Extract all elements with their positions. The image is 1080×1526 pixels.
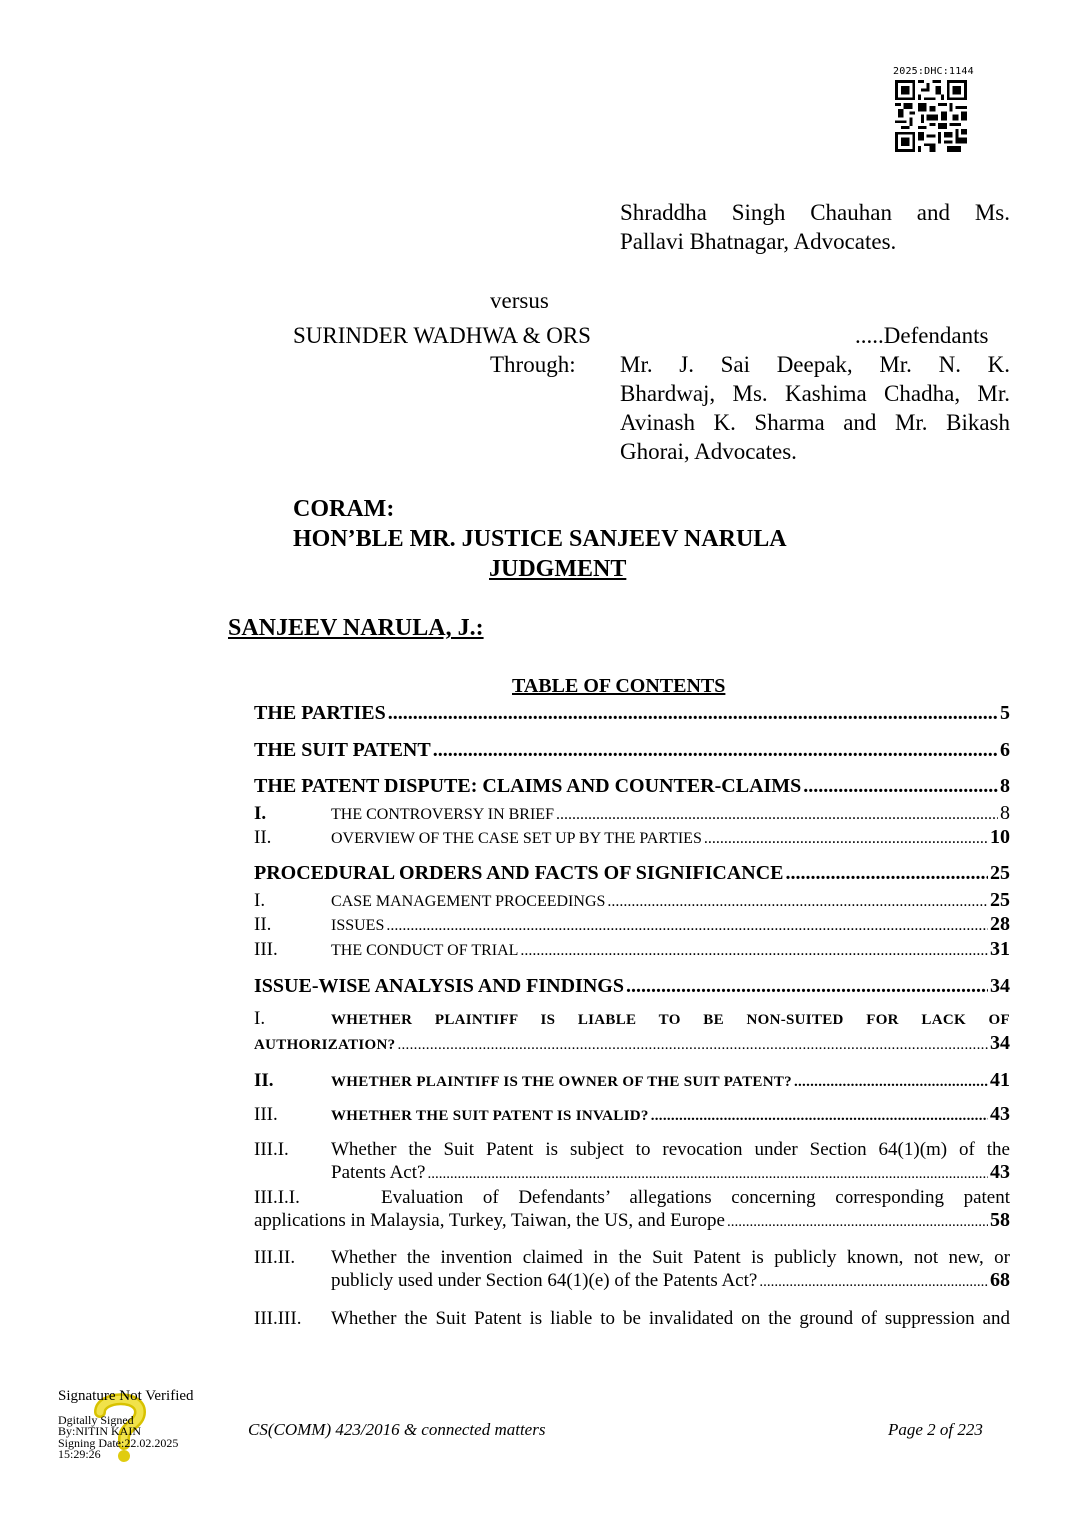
toc-item-title-line-1: Whether the Suit Patent is liable to be invalidated on the ground of suppression and (331, 1308, 1010, 1329)
toc-item-title: THE CONDUCT OF TRIAL (331, 942, 519, 959)
toc-item-page: 58 (990, 1209, 1010, 1231)
toc-item-issues[interactable] (254, 913, 1010, 936)
toc-item-page: 8 (1000, 802, 1010, 824)
through-label: Through: (490, 352, 576, 377)
toc-item-page: 43 (990, 1161, 1010, 1183)
signature-signer: By:NITIN KAIN (58, 1424, 141, 1438)
toc-item-title-line-2: Patents Act? (331, 1162, 426, 1183)
toc-item-title-line-1: Whether the invention claimed in the Suit Patent is publicly known, not new, or (331, 1247, 1010, 1268)
toc-item-title-line-1: Evaluation of Defendants’ allegations concerning corresponding patent (381, 1187, 1010, 1208)
defendant-counsel-line-2: Bhardwaj, Ms. Kashima Chadha, Mr. (620, 381, 1010, 406)
defendant-counsel-line-4: Ghorai, Advocates. (620, 439, 797, 464)
toc-item-title: OVERVIEW OF THE CASE SET UP BY THE PARTIES (331, 830, 702, 847)
defendant-counsel-line-3: Avinash K. Sharma and Mr. Bikash (620, 410, 1010, 435)
toc-title: TABLE OF CONTENTS (512, 675, 726, 697)
toc-item-number: III. (254, 1104, 278, 1125)
toc-item-section-64-1-m[interactable] (254, 1139, 1010, 1184)
toc-item-parties[interactable] (254, 702, 1010, 725)
toc-item-page: 31 (990, 938, 1010, 960)
toc-item-page: 8 (1000, 775, 1010, 797)
toc-item-title: CASE MANAGEMENT PROCEEDINGS (331, 893, 606, 910)
signature-block (58, 1388, 228, 1468)
toc-item-title-line-1: WHETHER PLAINTIFF IS LIABLE TO BE NON-SUITED FOR LACK OF (331, 1012, 1010, 1028)
toc-item-overview[interactable] (254, 826, 1010, 849)
toc-item-number: II. (254, 1070, 274, 1091)
toc-item-suppression[interactable] (254, 1308, 1010, 1330)
coram-label: CORAM: (293, 496, 395, 522)
signature-date: Signing Date:22.02.2025 (58, 1436, 179, 1450)
toc-item-page: 34 (990, 975, 1010, 997)
signature-digitally-signed: Dgitally Signed (58, 1413, 134, 1427)
footer-case-number: CS(COMM) 423/2016 & connected matters (248, 1420, 546, 1439)
toc-item-number: III. (254, 939, 278, 960)
toc-item-analysis[interactable] (254, 975, 1010, 998)
toc-item-dispute[interactable] (254, 775, 1010, 798)
signature-time: 15:29:26 (58, 1447, 101, 1461)
judgment-heading: JUDGMENT (489, 556, 627, 582)
toc-item-title: THE CONTROVERSY IN BRIEF (331, 806, 554, 823)
toc-item-case-management[interactable] (254, 889, 1010, 912)
versus-label: versus (490, 288, 549, 313)
toc-item-page: 6 (1000, 739, 1010, 761)
toc-item-title: ISSUE-WISE ANALYSIS AND FINDINGS (254, 975, 624, 997)
toc-item-title: WHETHER THE SUIT PATENT IS INVALID? (331, 1108, 649, 1124)
toc-item-foreign-applications[interactable] (254, 1187, 1010, 1232)
toc-item-title: THE PARTIES (254, 702, 386, 724)
toc-item-number: I. (254, 803, 267, 824)
toc-item-title: THE SUIT PATENT (254, 739, 431, 761)
toc-item-title: WHETHER PLAINTIFF IS THE OWNER OF THE SUIT PATENT? (331, 1074, 792, 1090)
toc-item-title-line-2: AUTHORIZATION? (254, 1037, 396, 1053)
toc-item-page: 5 (1000, 702, 1010, 724)
toc-item-title-line-1: Whether the Suit Patent is subject to revocation under Section 64(1)(m) of the (331, 1139, 1010, 1160)
toc-item-page: 10 (990, 826, 1010, 848)
toc-item-page: 28 (990, 913, 1010, 935)
toc-item-number: II. (254, 914, 272, 935)
toc-item-procedural[interactable] (254, 862, 1010, 885)
toc-item-conduct-of-trial[interactable] (254, 938, 1010, 961)
author-heading: SANJEEV NARULA, J.: (228, 615, 484, 641)
toc-item-number: I. (254, 1008, 266, 1029)
toc-item-number: III.I.I. (254, 1187, 300, 1208)
toc-item-page: 34 (990, 1032, 1010, 1054)
toc-item-title-line-2: publicly used under Section 64(1)(e) of the Patents Act? (331, 1270, 758, 1291)
toc-item-suit-patent[interactable] (254, 739, 1010, 762)
toc-item-page: 68 (990, 1269, 1010, 1291)
toc-item-title: THE PATENT DISPUTE: CLAIMS AND COUNTER-CLAIMS (254, 775, 802, 797)
coram-judge: HON’BLE MR. JUSTICE SANJEEV NARULA (293, 526, 787, 552)
defendant-name: SURINDER WADHWA & ORS (293, 323, 591, 348)
toc-item-number: III.III. (254, 1308, 302, 1329)
toc-item-number: II. (254, 827, 272, 848)
toc-item-number: III.I. (254, 1139, 289, 1160)
toc-item-ownership[interactable] (254, 1069, 1010, 1092)
toc-item-section-64-1-e[interactable] (254, 1247, 1010, 1292)
toc-item-number: I. (254, 890, 266, 911)
toc-item-authorization[interactable] (254, 1008, 1010, 1055)
toc-item-controversy[interactable] (254, 802, 1010, 825)
toc-item-title-line-2: applications in Malaysia, Turkey, Taiwan, the US, and Europe (254, 1210, 725, 1231)
qr-code-label: 2025:DHC:1144 (893, 66, 974, 77)
defendant-role: .....Defendants (855, 323, 989, 348)
plaintiff-counsel-line-2: Pallavi Bhatnagar, Advocates. (620, 229, 897, 254)
footer-page-number: Page 2 of 223 (888, 1420, 983, 1439)
toc-item-invalidity[interactable] (254, 1103, 1010, 1126)
toc-item-number: III.II. (254, 1247, 296, 1268)
signature-status: Signature Not Verified (58, 1388, 194, 1404)
qr-code-icon (895, 80, 967, 152)
toc-item-title: PROCEDURAL ORDERS AND FACTS OF SIGNIFICANCE (254, 862, 784, 884)
toc-item-page: 25 (990, 862, 1010, 884)
toc-item-title: ISSUES (331, 917, 385, 934)
toc-item-page: 25 (990, 889, 1010, 911)
plaintiff-counsel-line-1: Shraddha Singh Chauhan and Ms. (620, 200, 1010, 225)
toc-item-page: 43 (990, 1103, 1010, 1125)
toc-item-page: 41 (990, 1069, 1010, 1091)
defendant-counsel-line-1: Mr. J. Sai Deepak, Mr. N. K. (620, 352, 1010, 377)
